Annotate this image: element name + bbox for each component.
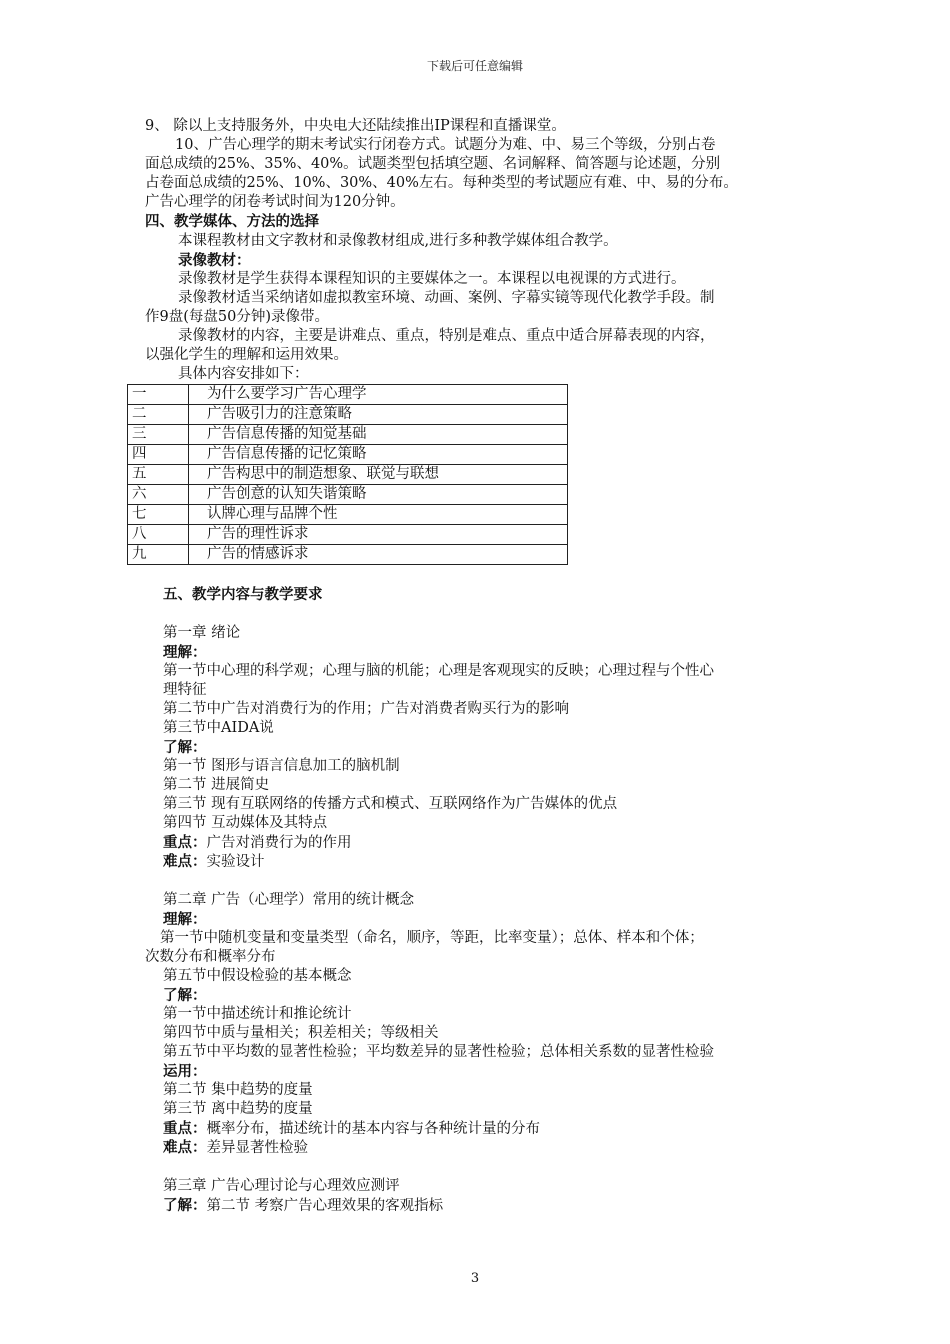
content-line: 第三节中AIDA说 — [163, 720, 274, 736]
know-label: 了解： — [163, 739, 207, 756]
know-line — [163, 1196, 443, 1216]
difficulty-line — [163, 852, 265, 872]
difficulty-line — [163, 1138, 308, 1158]
row-title: 为什么要学习广告心理学 — [189, 385, 568, 405]
paragraph-line: 录像教材是学生获得本课程知识的主要媒体之一。本课程以电视课的方式进行。 — [178, 271, 686, 287]
table-row — [128, 385, 568, 405]
content-line: 第四节中质与量相关；积差相关；等级相关 — [163, 1025, 439, 1041]
table-row — [128, 545, 568, 565]
row-title: 广告构思中的制造想象、联觉与联想 — [189, 465, 568, 485]
row-number: 二 — [128, 405, 189, 425]
content-schedule-table — [127, 384, 568, 565]
table-row — [128, 525, 568, 545]
key-point-line — [163, 833, 352, 853]
page-number: 3 — [470, 1271, 480, 1286]
paragraph-line: 录像教材适当采纳诸如虚拟教室环境、动画、案例、字幕实镜等现代化教学手段。制 — [178, 290, 715, 306]
content-line: 理特征 — [163, 682, 207, 698]
paragraph-line: 作9盘(每盘50分钟)录像带。 — [145, 309, 329, 325]
know-label: 了解： — [163, 1197, 207, 1214]
content-line: 第二节中广告对消费行为的作用；广告对消费者购买行为的影响 — [163, 701, 569, 717]
content-line: 第三节 现有互联网络的传播方式和模式、互联网络作为广告媒体的优点 — [163, 796, 618, 812]
difficulty-text: 差异显著性检验 — [206, 1140, 308, 1156]
difficulty-label: 难点： — [163, 853, 207, 870]
row-number: 七 — [128, 505, 189, 525]
table-row — [128, 485, 568, 505]
know-label: 了解： — [163, 987, 207, 1004]
page-header: 下载后可任意编辑 — [426, 59, 523, 73]
table-row — [128, 405, 568, 425]
content-line: 第二节 进展简史 — [163, 777, 270, 793]
chapter-2-title: 第二章 广告（心理学）常用的统计概念 — [163, 892, 415, 908]
difficulty-text: 实验设计 — [206, 854, 265, 870]
table-row — [128, 465, 568, 485]
row-number: 三 — [128, 425, 189, 445]
content-line: 第三节 离中趋势的度量 — [163, 1101, 313, 1117]
content-line: 第五节中假设检验的基本概念 — [163, 968, 352, 984]
use-label: 运用： — [163, 1063, 207, 1080]
row-number: 一 — [128, 385, 189, 405]
row-title: 广告的情感诉求 — [189, 545, 568, 565]
paragraph-line: 10、广告心理学的期末考试实行闭卷方式。试题分为难、中、易三个等级，分别占卷 — [175, 137, 716, 153]
table-row — [128, 505, 568, 525]
paragraph-line: 本课程教材由文字教材和录像教材组成,进行多种教学媒体组合教学。 — [178, 233, 618, 249]
content-line: 第一节中随机变量和变量类型（命名，顺序，等距，比率变量）；总体、样本和个体； — [160, 930, 704, 946]
paragraph-line: 9、 除以上支持服务外，中央电大还陆续推出IP课程和直播课堂。 — [145, 118, 566, 134]
row-number: 五 — [128, 465, 189, 485]
chapter-3-title: 第三章 广告心理讨论与心理效应测评 — [163, 1178, 400, 1194]
row-number: 六 — [128, 485, 189, 505]
table-row — [128, 425, 568, 445]
paragraph-line: 录像教材的内容，主要是讲难点、重点，特别是难点、重点中适合屏幕表现的内容， — [178, 328, 715, 344]
row-title: 广告的理性诉求 — [189, 525, 568, 545]
understand-label: 理解： — [163, 644, 207, 661]
content-line: 第四节 互动媒体及其特点 — [163, 815, 328, 831]
difficulty-label: 难点： — [163, 1139, 207, 1156]
key-label: 重点： — [163, 834, 207, 851]
row-number: 九 — [128, 545, 189, 565]
paragraph-line: 面总成绩的25%、35%、40%。试题类型包括填空题、名词解释、简答题与论述题，分别 — [145, 156, 721, 172]
row-number: 八 — [128, 525, 189, 545]
key-point-line — [163, 1119, 540, 1139]
content-text: 第二节 考察广告心理效果的客观指标 — [206, 1198, 444, 1214]
table-row — [128, 445, 568, 465]
content-line: 第五节中平均数的显著性检验；平均数差异的显著性检验；总体相关系数的显著性检验 — [163, 1044, 714, 1060]
content-line: 次数分布和概率分布 — [145, 949, 276, 965]
paragraph-line: 广告心理学的闭卷考试时间为120分钟。 — [145, 194, 405, 210]
row-title: 认牌心理与品牌个性 — [189, 505, 568, 525]
content-line: 第一节中心理的科学观；心理与脑的机能；心理是客观现实的反映；心理过程与个性心 — [163, 663, 714, 679]
section-4-heading: 四、教学媒体、方法的选择 — [145, 213, 319, 230]
chapter-1-title: 第一章 绪论 — [163, 625, 241, 641]
content-line: 第一节 图形与语言信息加工的脑机制 — [163, 758, 400, 774]
row-number: 四 — [128, 445, 189, 465]
key-text: 广告对消费行为的作用 — [206, 835, 352, 851]
row-title: 广告创意的认知失谐策略 — [189, 485, 568, 505]
row-title: 广告信息传播的知觉基础 — [189, 425, 568, 445]
understand-label: 理解： — [163, 911, 207, 928]
paragraph-line: 具体内容安排如下： — [178, 366, 309, 382]
key-text: 概率分布，描述统计的基本内容与各种统计量的分布 — [206, 1121, 540, 1137]
paragraph-line: 以强化学生的理解和运用效果。 — [145, 347, 348, 363]
row-title: 广告吸引力的注意策略 — [189, 405, 568, 425]
content-line: 第一节中描述统计和推论统计 — [163, 1006, 352, 1022]
subheading: 录像教材： — [178, 252, 251, 269]
paragraph-line: 占卷面总成绩的25%、10%、30%、40%左右。每种类型的考试题应有难、中、易的分布。 — [145, 175, 738, 191]
row-title: 广告信息传播的记忆策略 — [189, 445, 568, 465]
section-5-heading: 五、教学内容与教学要求 — [163, 586, 323, 603]
key-label: 重点： — [163, 1120, 207, 1137]
content-line: 第二节 集中趋势的度量 — [163, 1082, 313, 1098]
